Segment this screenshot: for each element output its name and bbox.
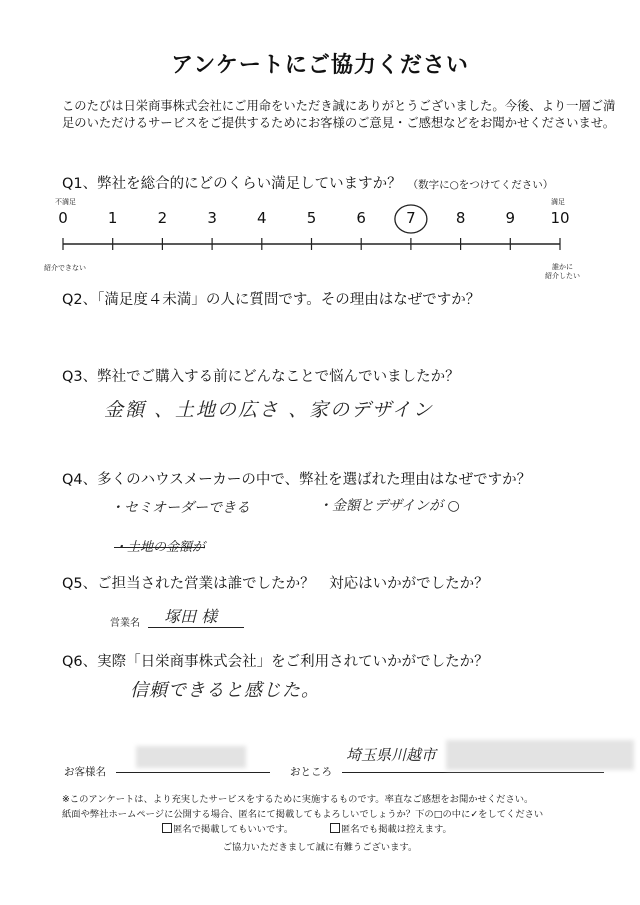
q1-scale-number-0[interactable]: 0 xyxy=(58,209,68,227)
customer-name-label: お客様名 xyxy=(64,766,106,778)
q5-sales-label: 営業名 xyxy=(110,618,140,629)
q1-label-recommend-2: 紹介したい xyxy=(545,272,580,280)
customer-address-label: おところ xyxy=(290,766,332,778)
q4-answer-struck: ・土地の金額が xyxy=(114,540,206,555)
q3-question: Q3、弊社でご購入する前にどんなことで悩んでいましたか？ xyxy=(62,369,460,385)
q1-scale-number-10[interactable]: 10 xyxy=(550,209,570,227)
checkbox-allow-icon[interactable] xyxy=(162,823,172,833)
q1-scale-number-1[interactable]: 1 xyxy=(107,209,118,227)
footer-note-2: 紙面や弊社ホームページに公開する場合、匿名にて掲載してもよろしいでしょうか？下の□の中に✓をしてください xyxy=(62,809,544,820)
page-title: アンケートにご協力ください xyxy=(171,53,469,78)
q4-answer-1: ・セミオーダーできる xyxy=(110,500,250,516)
q6-answer: 信頼できると感じた。 xyxy=(130,680,320,701)
q1-scale-number-5[interactable]: 5 xyxy=(306,209,317,227)
q1-label-recommend-1: 誰かに xyxy=(552,263,573,271)
footer-option-allow-label: 匿名で掲載してもいいです。 xyxy=(173,824,294,835)
q5-sales-name: 塚田 様 xyxy=(148,604,244,628)
footer-option-decline[interactable] xyxy=(330,822,452,837)
footer-option-decline-label: 匿名でも掲載は控えます。 xyxy=(341,824,452,835)
q1-label-satisfied: 満足 xyxy=(551,198,565,206)
q1-note: （数字に○をつけてください） xyxy=(407,179,554,191)
q1-label-cannot-recommend: 紹介できない xyxy=(44,264,86,272)
q1-scale-number-8[interactable]: 8 xyxy=(455,209,466,227)
footer-note-1: ※このアンケートは、より充実したサービスをするために実施するものです。率直なご感想をお聞かせください。 xyxy=(62,794,534,805)
q1-scale-number-7[interactable]: 7 xyxy=(406,209,416,227)
q1-scale-number-3[interactable]: 3 xyxy=(207,209,217,227)
q1-scale-number-6[interactable]: 6 xyxy=(356,209,366,227)
intro-text: このたびは日栄商事株式会社にご用命をいただき誠にありがとうございました。今後、より一層ご満足のいただけるサービスをご提供するためにお客様のご意見・ご感想などをお聞かせくださいませ。 xyxy=(62,99,616,130)
q1-question-text: Q1、弊社を総合的にどのくらい満足していますか？ xyxy=(62,176,402,192)
customer-address-visible: 埼玉県川越市 xyxy=(346,746,437,764)
q1-selected-circle xyxy=(395,205,427,233)
q5-question: Q5、ご担当された営業は誰でしたか？ 対応はいかがでしたか？ xyxy=(62,576,489,592)
footer-option-allow[interactable] xyxy=(162,822,293,837)
q1-label-dissatisfied: 不満足 xyxy=(55,198,76,206)
q4-answer-2: ・金額とデザインが ○ xyxy=(318,498,460,514)
q6-question: Q6、実際「日栄商事株式会社」をご利用されていかがでしたか？ xyxy=(62,654,489,670)
checkbox-decline-icon[interactable] xyxy=(330,823,340,833)
customer-name-redacted xyxy=(136,746,246,768)
q1-scale-number-2[interactable]: 2 xyxy=(157,209,168,227)
q3-answer: 金額 、土地の広さ 、家のデザイン xyxy=(104,399,434,421)
customer-address-line xyxy=(342,772,604,773)
customer-name-line xyxy=(116,772,270,773)
q1-scale-number-9[interactable]: 9 xyxy=(505,209,516,227)
q2-question: Q2、「満足度４未満」の人に質問です。その理由はなぜですか？ xyxy=(62,292,481,308)
customer-address-redacted xyxy=(446,740,634,770)
q4-question: Q4、多くのハウスメーカーの中で、弊社を選ばれた理由はなぜですか？ xyxy=(62,472,532,488)
q1-scale-number-4[interactable]: 4 xyxy=(257,209,267,227)
footer-thanks: ご協力いただきまして誠に有難うございます。 xyxy=(222,842,418,853)
